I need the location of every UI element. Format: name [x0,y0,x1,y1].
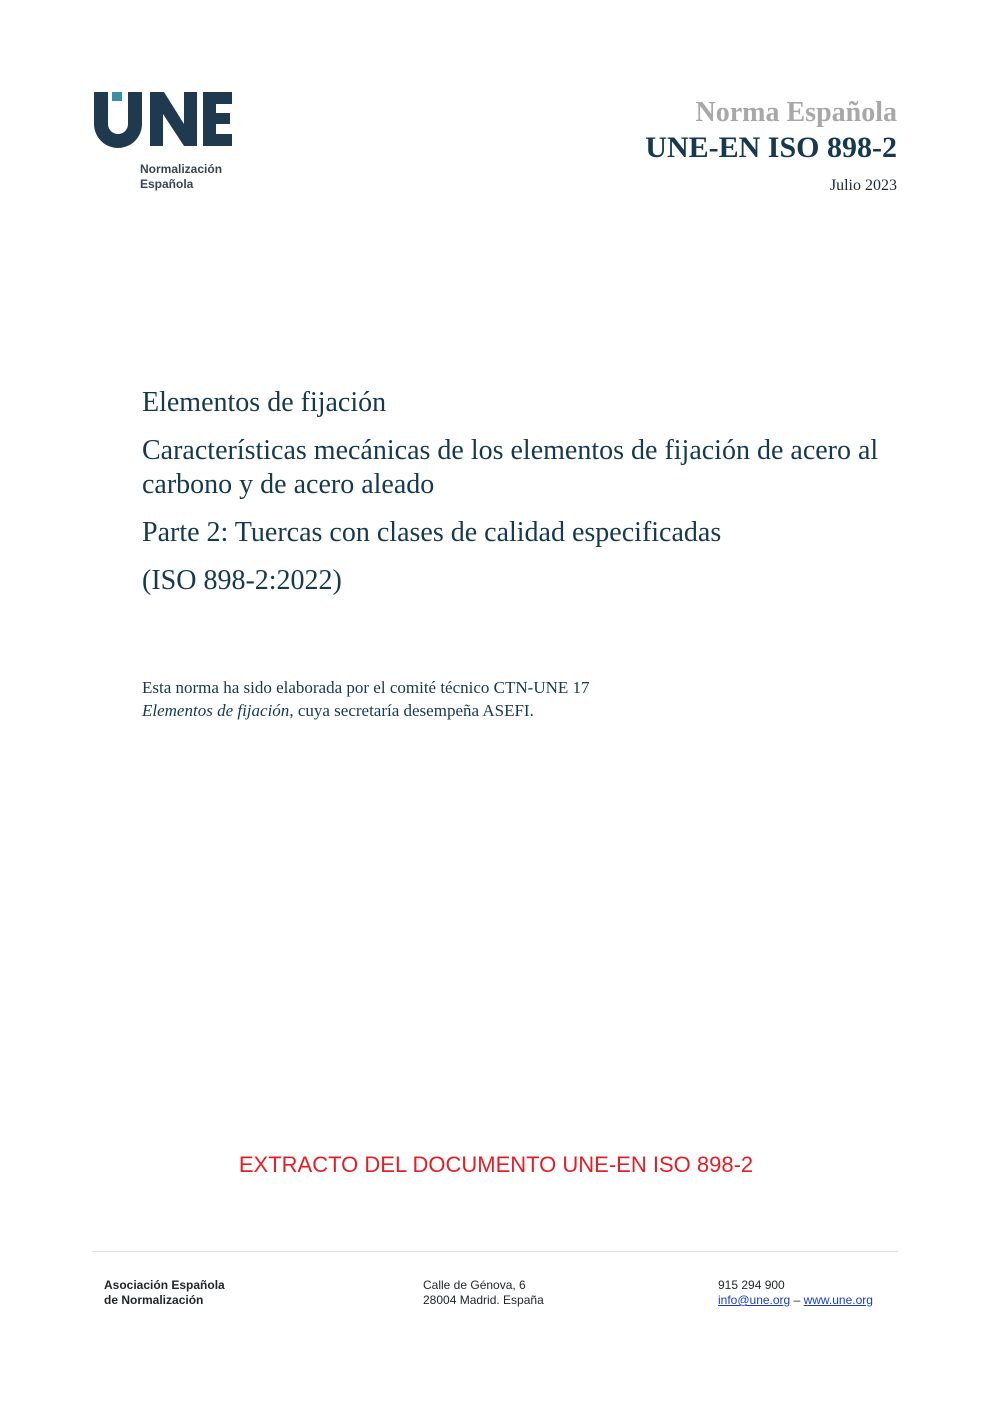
title-main: Elementos de fijación [142,387,387,418]
footer-divider [92,1251,898,1252]
title-iso-ref: (ISO 898-2:2022) [142,565,342,596]
norm-code: UNE-EN ISO 898-2 [645,131,897,164]
footer-organization [104,1278,225,1308]
une-logo [92,88,252,198]
contact-phone: 915 294 900 [718,1278,785,1292]
logo-line-2: Española [140,177,194,191]
note-suffix: , cuya secretaría desempeña ASEFI. [289,701,534,720]
address-line-2: 28004 Madrid. España [423,1293,544,1307]
contact-links [718,1293,873,1308]
publication-date: Julio 2023 [829,177,897,194]
document-titles [142,386,902,612]
org-line-2: de Normalización [104,1293,204,1307]
note-committee-name: Elementos de fijación [142,701,290,720]
email-link[interactable]: info@une.org [718,1293,791,1307]
committee-note [142,676,612,722]
norm-type: Norma Española [695,97,897,128]
address-line-1: Calle de Génova, 6 [423,1278,526,1292]
logo-subtitle [140,162,222,192]
note-prefix: Esta norma ha sido elaborada por el comité técnico CTN-UNE 17 [142,678,590,697]
contact-separator: – [790,1293,804,1307]
title-part: Parte 2: Tuercas con clases de calidad especificadas [142,517,722,548]
org-line-1: Asociación Española [104,1278,225,1292]
document-header [645,96,897,196]
extract-banner: EXTRACTO DEL DOCUMENTO UNE-EN ISO 898-2 [238,1152,754,1177]
website-link[interactable]: www.une.org [803,1293,873,1307]
footer-address [423,1278,544,1308]
une-logo-mark [92,88,232,148]
logo-line-1: Normalización [140,162,223,176]
footer-contact [718,1278,873,1308]
title-subject: Características mecánicas de los elementos de fijación de acero al carbono y de acero aleado [142,435,879,500]
